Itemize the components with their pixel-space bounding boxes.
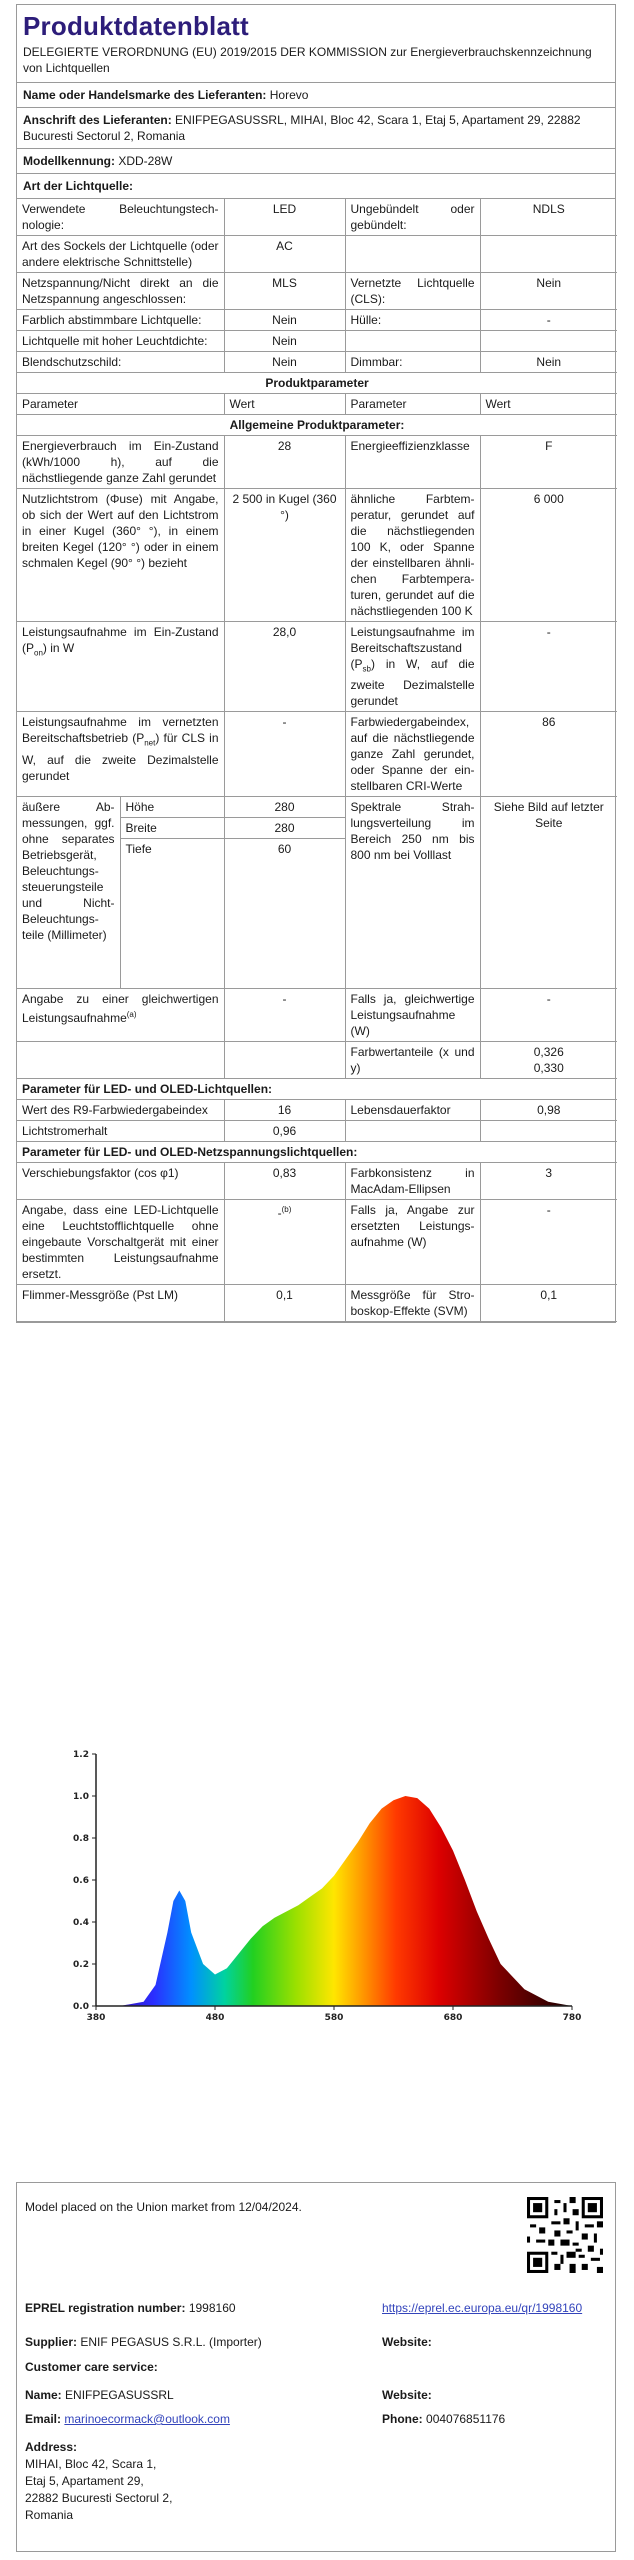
param-label: Art des Sockels der Lichtquelle (oder andere elektrische Schnittstelle): [17, 236, 224, 273]
care-address-label: Address:: [25, 2440, 78, 2454]
ersatz-value: -$^{(b)}$: [224, 1200, 345, 1285]
farbwert-value: [480, 1042, 617, 1079]
tiefe-value: 60: [224, 839, 345, 989]
website-label: Website:: [382, 2335, 432, 2349]
spectrum-value: Siehe Bild auf letzter Seite: [480, 797, 617, 989]
macadam-label: Farbkonsistenz in MacAdam-Ellipsen: [345, 1163, 480, 1200]
farbtemp-label: ähnliche Farbtemperatur, gerundet auf die nächstliegenden 100 K, oder Spanne der einstellbaren ähnlichen Farbtemperaturen, gerundet auf die nächstliegenden 100 K: [345, 489, 480, 622]
customer-care-heading: Customer care service:: [25, 2360, 158, 2374]
ersatz2-value: -: [480, 1200, 617, 1285]
macadam-value: 3: [480, 1163, 617, 1200]
brand-label: Name oder Handelsmarke des Lieferanten:: [23, 88, 267, 102]
lichtstrom-value: 2 500 in Kugel (360 °): [224, 489, 345, 622]
x-tick-label: 680: [443, 2013, 463, 2023]
param-value: Nein: [224, 310, 345, 331]
breite-label: Breite: [120, 818, 224, 839]
lebensdauer-value: 0,98: [480, 1100, 617, 1121]
psb-value: -: [480, 622, 617, 712]
breite-value: 280: [224, 818, 345, 839]
ersatz-label: Angabe, dass eine LED-Lichtquelle eine Leuchtstofflichtquelle ohne eingebaute Vorschaltgerät mit einer bestimmten Leistungsaufnahme ersetzt.: [17, 1200, 224, 1285]
param-value: LED: [224, 199, 345, 236]
table-row: [17, 199, 617, 236]
param-value: Nein: [480, 352, 617, 373]
care-email-label: Email:: [25, 2412, 62, 2426]
care-email-row: [25, 2411, 230, 2428]
qr-code-icon: [527, 2197, 603, 2273]
table-row: [17, 436, 617, 489]
care-email-link[interactable]: marinoecormack@outlook.com: [64, 2412, 230, 2426]
page-title: Produktdatenblatt: [23, 11, 249, 41]
care-phone-row: [382, 2411, 505, 2428]
address-value: ENIFPEGASUSSRL, MIHAI, Bloc 42, Scara 1, Etaj 5, Apartament 29, 22882 Bucuresti Sectorul 2, Romania: [23, 113, 581, 143]
model-value: XDD-28W: [118, 154, 173, 168]
cri-label: Farbwiedergabeindex, auf die nächstliegende ganze Zahl gerundet, oder Spanne der einstellbaren CRI-Werte: [345, 712, 480, 797]
address-line: MIHAI, Bloc 42, Scara 1,: [25, 2457, 157, 2471]
col-header-wert-2: Wert: [480, 394, 617, 415]
x-tick-label: 480: [205, 2013, 225, 2023]
table-row: [17, 352, 617, 373]
equiv-value: -: [224, 989, 345, 1042]
farbtemp-value: 6 000: [480, 489, 617, 622]
empty-cell: [224, 1042, 345, 1079]
equiv2-label: Falls ja, gleichwertige Leistungsaufnahme (W): [345, 989, 480, 1042]
x-tick-label: 780: [562, 2013, 582, 2023]
brand-value: Horevo: [269, 88, 309, 102]
param-value: -: [480, 310, 617, 331]
pon-value: 28,0: [224, 622, 345, 712]
produktparameter-table: [17, 373, 617, 1322]
hoehe-value: 280: [224, 797, 345, 818]
y-tick-label: 0.8: [73, 1834, 89, 1844]
pon-label: Leistungsaufnahme im Ein-Zustand $(P_{on})$ in W: [17, 622, 224, 712]
table-row: [17, 622, 617, 712]
supplier-label: Supplier:: [25, 2335, 78, 2349]
address-label: Anschrift des Lieferanten:: [23, 113, 172, 127]
param-value: NDLS: [480, 199, 617, 236]
table-row: [17, 712, 617, 797]
equiv-label: Angabe zu einer gleichwertigen Leistungsaufnahme$^{(a)}$: [17, 989, 224, 1042]
eek-value: F: [480, 436, 617, 489]
pnet-value: -: [224, 712, 345, 797]
eek-label: Energieeffizienzklasse: [345, 436, 480, 489]
cri-value: 86: [480, 712, 617, 797]
table-row: [17, 415, 617, 436]
empty-cell: [17, 1042, 224, 1079]
param-value: [480, 236, 617, 273]
table-row: [17, 989, 617, 1042]
table-row: [17, 1285, 617, 1322]
regulation-text: DELEGIERTE VERORDNUNG (EU) 2019/2015 DER KOMMISSION zur Energieverbrauchskennzeichnung von Lichtquellen: [17, 44, 615, 83]
flimmer-value: 0,1: [224, 1285, 345, 1322]
strobo-value: 0,1: [480, 1285, 617, 1322]
spectrum-chart-svg: [16, 1730, 616, 2030]
eprel-reg-label: EPREL registration number:: [25, 2301, 186, 2315]
lichtstromerhalt-value: 0,96: [224, 1121, 345, 1142]
table-row: [17, 273, 617, 310]
param-value: [480, 331, 617, 352]
r9-label: Wert des R9-Farbwiedergabeindex: [17, 1100, 224, 1121]
col-header-parameter-2: Parameter: [345, 394, 480, 415]
table-row: [17, 331, 617, 352]
col-header-wert: Wert: [224, 394, 345, 415]
param-label: Ungebündelt oder gebündelt:: [345, 199, 480, 236]
y-tick-label: 0.2: [73, 1960, 89, 1970]
table-row: [17, 373, 617, 394]
param-value: Nein: [224, 352, 345, 373]
table-row: [17, 394, 617, 415]
general-heading: Allgemeine Produktparameter:: [17, 415, 617, 436]
address-line: Romania: [25, 2508, 74, 2522]
cosphi-value: 0,83: [224, 1163, 345, 1200]
pnet-label: Leistungsaufnahme im vernetzten Bereitschaftsbetrieb $(P_{net})$ für CLS in W, auf die zweite Dezimalstelle gerundet: [17, 712, 224, 797]
param-label: Dimmbar:: [345, 352, 480, 373]
farbwert-x: 0,326: [533, 1045, 564, 1060]
lichtquelle-table: [17, 199, 617, 373]
supplier-address-row: [17, 108, 615, 149]
ersatz2-label: Falls ja, Angabe zur ersetzten Leistungsaufnahme (W): [345, 1200, 480, 1285]
param-value: Nein: [480, 273, 617, 310]
spectrum-chart: [16, 1730, 616, 2030]
param-value: AC: [224, 236, 345, 273]
col-header-parameter: Parameter: [17, 394, 224, 415]
spectrum-area: [96, 1796, 572, 2006]
model-row: [17, 149, 615, 174]
param-value: MLS: [224, 273, 345, 310]
r9-value: 16: [224, 1100, 345, 1121]
care-website-label: Website:: [382, 2388, 432, 2402]
equiv2-value: -: [480, 989, 617, 1042]
param-label: [345, 236, 480, 273]
empty-cell: [345, 1121, 480, 1142]
placed-on-market-text: Model placed on the Union market from 12/04/2024.: [25, 2200, 302, 2214]
produktparameter-heading: Produktparameter: [17, 373, 617, 394]
table-row: [17, 1079, 617, 1100]
table-row: [17, 310, 617, 331]
param-label: [345, 331, 480, 352]
flimmer-label: Flimmer-Messgröße (Pst LM): [17, 1285, 224, 1322]
lichtstrom-label: Nutzlichtstrom (Φuse) mit Angabe, ob sich der Wert auf den Lichtstrom in einer Kugel (360° °), in einem breiten Kegel (120° °) oder in einem schmalen Kegel (90° °) bezieht: [17, 489, 224, 622]
care-phone-label: Phone:: [382, 2412, 423, 2426]
lichtstromerhalt-label: Lichtstromerhalt: [17, 1121, 224, 1142]
strobo-label: Messgröße für Stroboskop-Effekte (SVM): [345, 1285, 480, 1322]
model-label: Modellkennung:: [23, 154, 115, 168]
y-tick-label: 0.6: [73, 1876, 89, 1886]
supplier-value: ENIF PEGASUS S.R.L. (Importer): [80, 2335, 262, 2349]
tiefe-label: Tiefe: [120, 839, 224, 989]
cosphi-label: Verschiebungsfaktor (cos φ1): [17, 1163, 224, 1200]
energie-value: 28: [224, 436, 345, 489]
care-name-label: Name:: [25, 2388, 62, 2402]
lichtquelle-heading: Art der Lichtquelle:: [17, 174, 615, 199]
table-row: [17, 1163, 617, 1200]
care-phone-value: 004076851176: [426, 2412, 506, 2426]
y-tick-label: 0.4: [73, 1918, 89, 1928]
y-tick-label: 1.0: [73, 1792, 89, 1802]
param-label: Netzspannung/Nicht direkt an die Netzspannung angeschlossen:: [17, 273, 224, 310]
lebensdauer-label: Lebensdauerfaktor: [345, 1100, 480, 1121]
product-data-sheet: [16, 4, 616, 1323]
param-label: Farblich abstimmbare Lichtquelle:: [17, 310, 224, 331]
table-row: [17, 1100, 617, 1121]
param-label: Verwendete Beleuchtungstechnologie:: [17, 199, 224, 236]
care-name-value: ENIFPEGASUSSRL: [65, 2388, 174, 2402]
address-line: Etaj 5, Apartament 29,: [25, 2474, 144, 2488]
eprel-info-box: [16, 2182, 616, 2552]
eprel-reg-row: [25, 2300, 236, 2317]
psb-label: Leistungsaufnahme im Bereitschaftszustand $(P_{sb})$ in W, auf die zweite Dezimalstelle gerundet: [345, 622, 480, 712]
farbwert-y: 0,330: [533, 1061, 564, 1076]
netz-heading: Parameter für LED- und OLED-Netzspannungslichtquellen:: [17, 1142, 617, 1163]
farbwert-label: Farbwertanteile (x und y): [345, 1042, 480, 1079]
energie-label: Energieverbrauch im Ein-Zustand (kWh/1000 h), auf die nächstliegende ganze Zahl gerundet: [17, 436, 224, 489]
empty-cell: [480, 1121, 617, 1142]
hoehe-label: Höhe: [120, 797, 224, 818]
led-heading: Parameter für LED- und OLED-Lichtquellen:: [17, 1079, 617, 1100]
table-row: [17, 236, 617, 273]
table-row: [17, 1042, 617, 1079]
x-tick-label: 580: [324, 2013, 344, 2023]
x-tick-label: 380: [86, 2013, 106, 2023]
table-row: [17, 1142, 617, 1163]
table-row: [17, 1200, 617, 1285]
dims-label: äußere Abmessungen, ggf. ohne separates Betriebsgerät, Beleuchtungssteuerungsteile und Nicht-Beleuchtungsteile (Millimeter): [17, 797, 120, 989]
param-label: Blendschutzschild:: [17, 352, 224, 373]
param-label: Hülle:: [345, 310, 480, 331]
param-label: Lichtquelle mit hoher Leuchtdichte:: [17, 331, 224, 352]
eprel-reg-value: 1998160: [188, 2301, 236, 2315]
y-tick-label: 0.0: [73, 2002, 89, 2012]
param-value: Nein: [224, 331, 345, 352]
care-address: [25, 2456, 172, 2524]
address-line: 22882 Bucuresti Sectorul 2,: [25, 2491, 173, 2505]
care-name-row: [25, 2387, 174, 2404]
spectrum-label: Spektrale Strahlungsverteilung im Bereich 250 nm bis 800 nm bei Volllast: [345, 797, 480, 989]
table-row: [17, 797, 617, 818]
param-label: Vernetzte Lichtquelle (CLS):: [345, 273, 480, 310]
table-row: [17, 1121, 617, 1142]
eprel-url-link[interactable]: https://eprel.ec.europa.eu/qr/1998160: [382, 2301, 583, 2315]
supplier-brand-row: [17, 83, 615, 108]
table-row: [17, 489, 617, 622]
supplier-row: [25, 2334, 262, 2351]
y-tick-label: 1.2: [73, 1750, 89, 1760]
